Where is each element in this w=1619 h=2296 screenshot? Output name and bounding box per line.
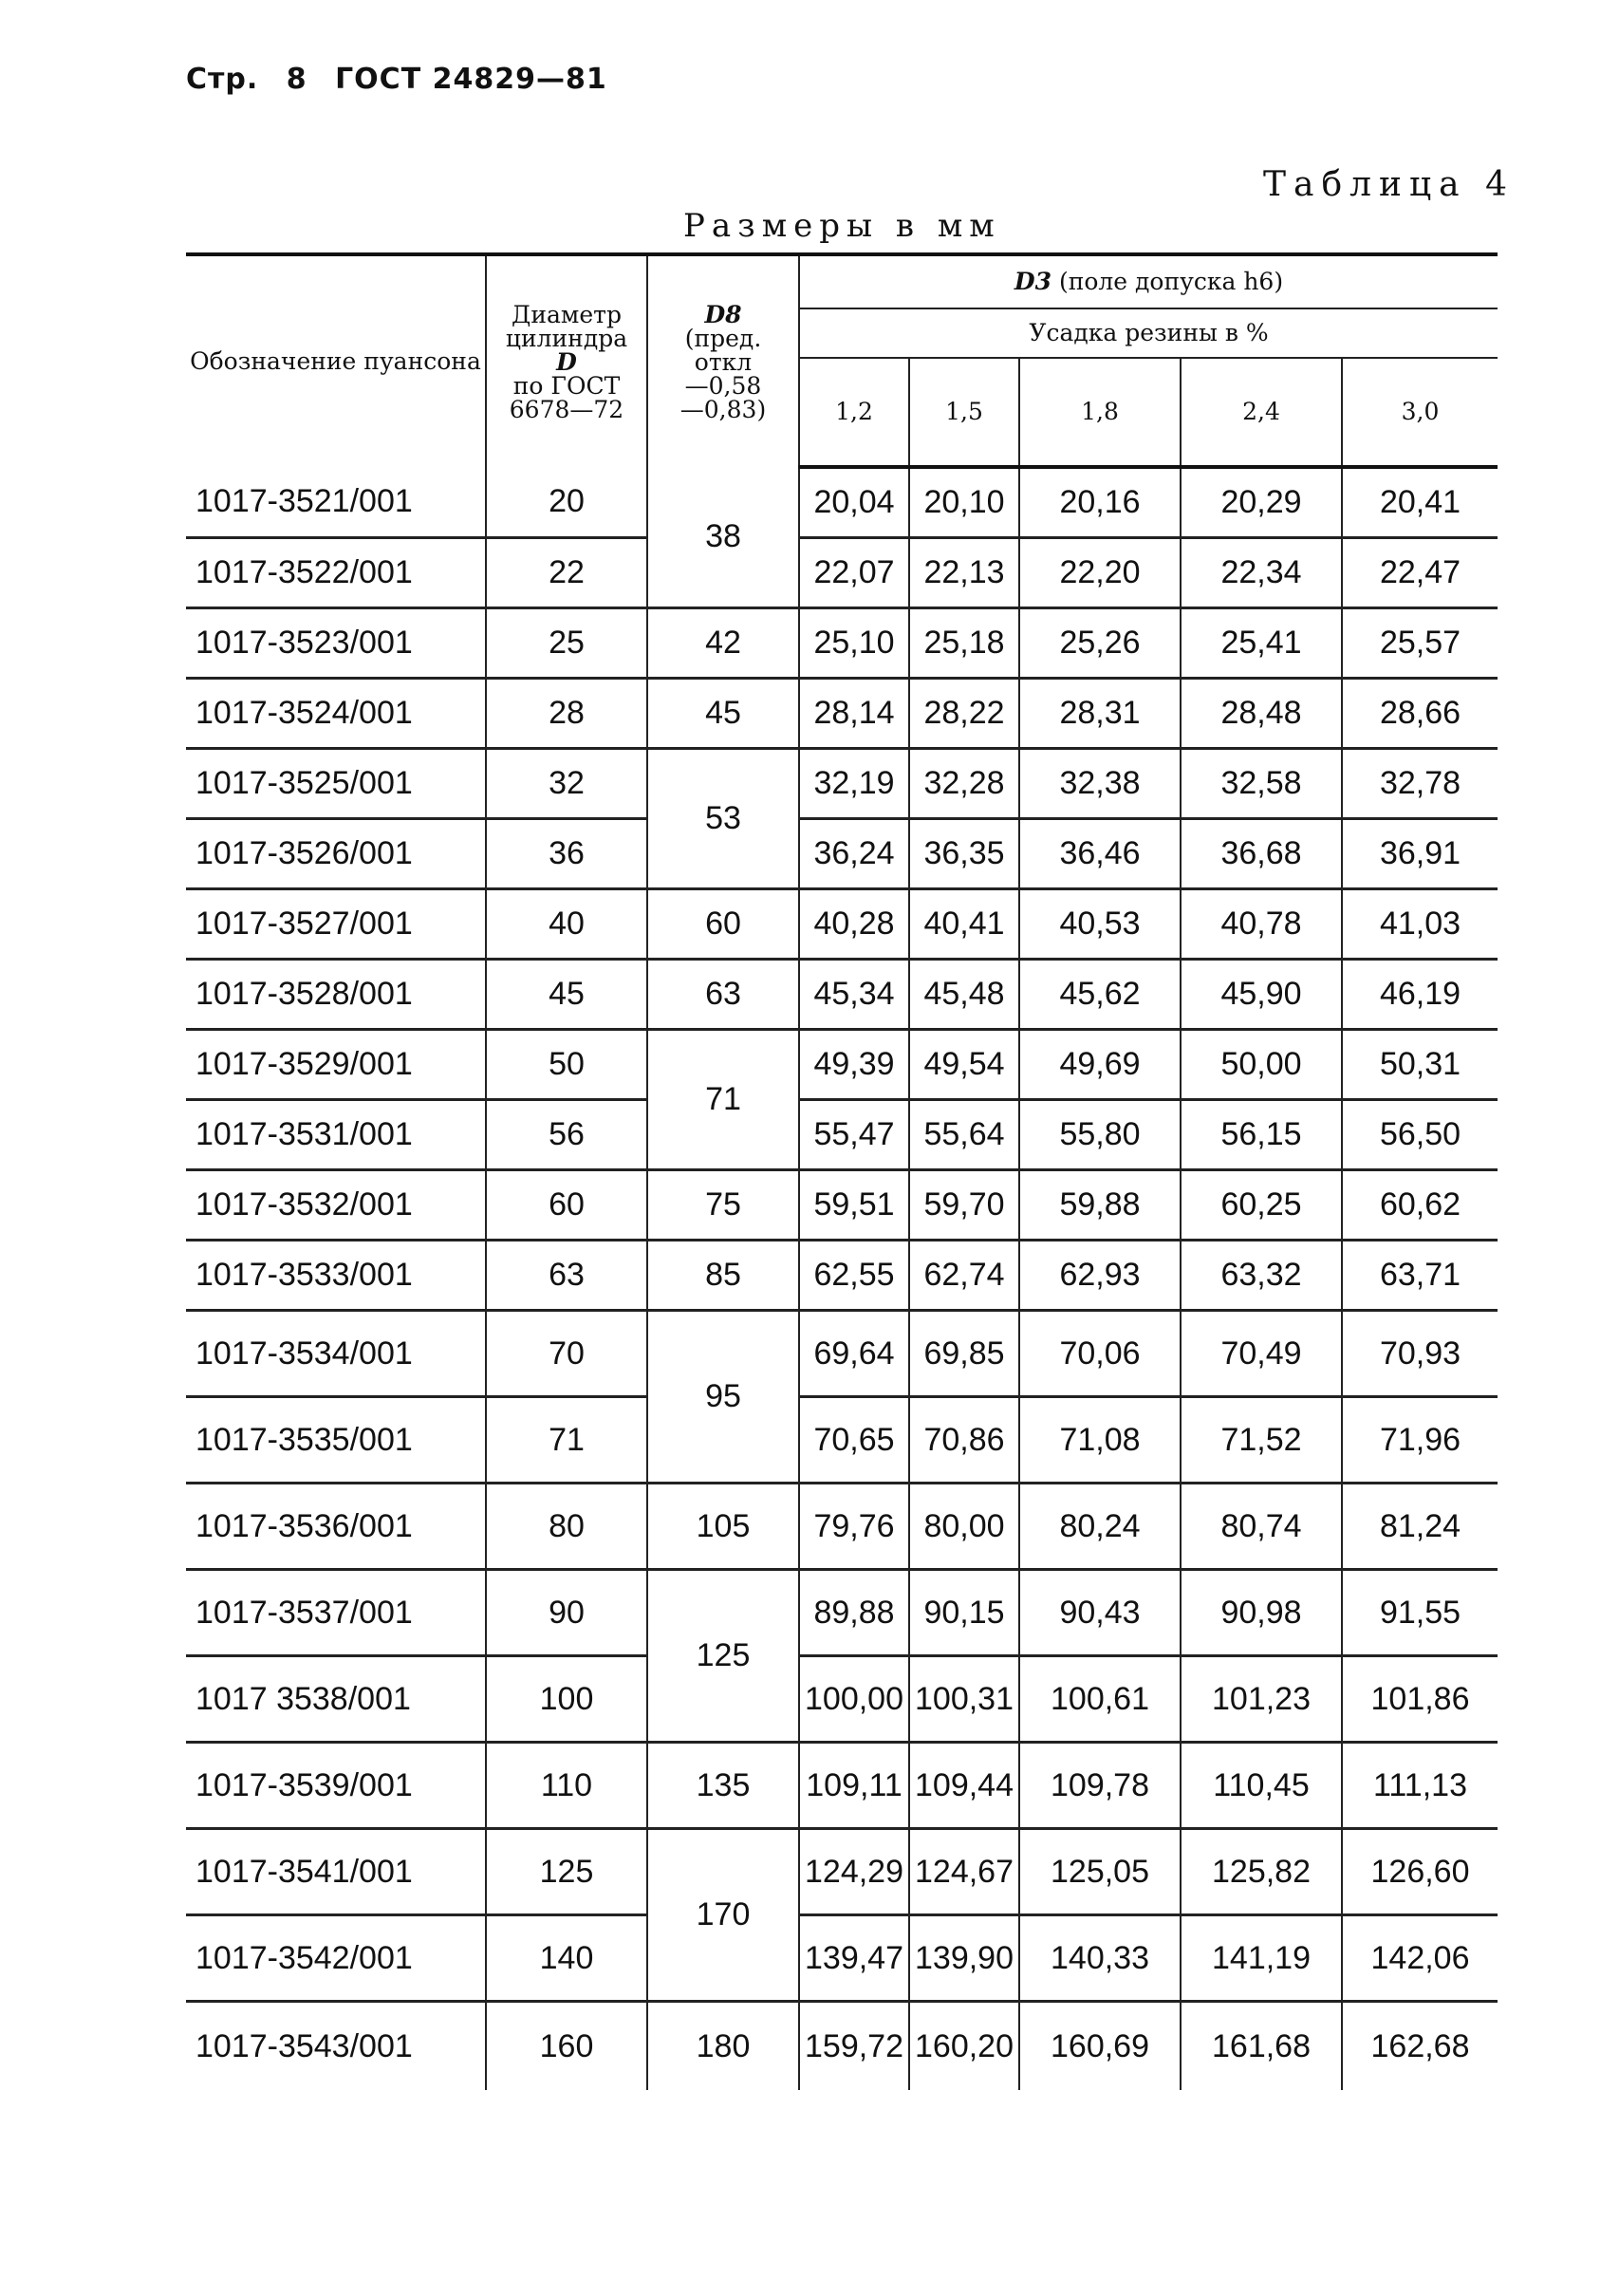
- d8-value: 170: [647, 1829, 799, 2002]
- d8-value: 42: [647, 608, 799, 679]
- cylinder-diameter: 28: [486, 679, 647, 749]
- page-label: Стр.: [186, 63, 259, 96]
- d3-value: 28,22: [909, 679, 1019, 749]
- d3-value: 160,20: [909, 2002, 1019, 2091]
- cylinder-diameter: 20: [486, 467, 647, 538]
- d3-value: 140,33: [1019, 1915, 1181, 2002]
- table-row: [186, 1100, 1498, 1170]
- cylinder-diameter: 60: [486, 1170, 647, 1241]
- d3-value: 71,08: [1019, 1397, 1181, 1484]
- table-row: [186, 889, 1498, 960]
- table-row: [186, 1030, 1498, 1100]
- d3-value: 142,06: [1342, 1915, 1498, 2002]
- punch-designation: 1017 3538/001: [186, 1656, 486, 1743]
- cylinder-diameter: 140: [486, 1915, 647, 2002]
- d3-value: 45,34: [799, 960, 909, 1030]
- punch-designation: 1017-3522/001: [186, 538, 486, 608]
- d3-value: 162,68: [1370, 2027, 1470, 2064]
- d8-value: 95: [647, 1311, 799, 1484]
- table-row: [186, 1570, 1498, 1656]
- cylinder-diameter: 22: [486, 538, 647, 608]
- d3-value: 62,93: [1019, 1241, 1181, 1311]
- table-body: [186, 467, 1498, 2090]
- table-row: [186, 960, 1498, 1030]
- d3-value: 161,68: [1181, 2002, 1342, 2091]
- d3-value: 79,76: [799, 1484, 909, 1570]
- punch-designation: 1017-3528/001: [186, 960, 486, 1030]
- table-row: [186, 608, 1498, 679]
- d3-value: 41,03: [1342, 889, 1498, 960]
- d3-value: 70,06: [1019, 1311, 1181, 1397]
- d3-value: 126,60: [1342, 1829, 1498, 1915]
- cylinder-diameter: 70: [486, 1311, 647, 1397]
- table-title: Таблица 4: [1263, 165, 1515, 204]
- d3-value: 32,38: [1019, 749, 1181, 819]
- d3-value: 49,39: [799, 1030, 909, 1100]
- d3-value: 50,00: [1181, 1030, 1342, 1100]
- d3-value: 46,19: [1342, 960, 1498, 1030]
- d3-value: 20,16: [1019, 467, 1181, 538]
- punch-designation: 1017-3527/001: [186, 889, 486, 960]
- d3-value: 22,20: [1019, 538, 1181, 608]
- punch-designation: 1017-3539/001: [186, 1743, 486, 1829]
- d3-value: 32,58: [1181, 749, 1342, 819]
- col-header-diameter: Диаметр цилиндра D по ГОСТ 6678—72: [486, 254, 647, 467]
- d3-value: 110,45: [1181, 1743, 1342, 1829]
- d3-value: 100,00: [799, 1656, 909, 1743]
- d8-value: 45: [647, 679, 799, 749]
- d3-value: 40,41: [909, 889, 1019, 960]
- d8-value: 75: [647, 1170, 799, 1241]
- punch-designation: 1017-3525/001: [186, 749, 486, 819]
- table-row: [186, 1915, 1498, 2002]
- d3-value: 20,04: [799, 467, 909, 538]
- units-caption: Размеры в мм: [683, 207, 1001, 245]
- d3-value: 28,14: [799, 679, 909, 749]
- table-row: [186, 679, 1498, 749]
- table-row: [186, 2002, 1498, 2091]
- d8-value: 71: [647, 1030, 799, 1170]
- punch-designation: 1017-3531/001: [186, 1100, 486, 1170]
- shrink-value: 1,2: [799, 358, 909, 467]
- d3-value: 109,11: [799, 1743, 909, 1829]
- d3-value: 139,90: [909, 1915, 1019, 2002]
- d3-value: 36,68: [1181, 819, 1342, 889]
- d3-value: 28,31: [1019, 679, 1181, 749]
- cylinder-diameter: 40: [486, 889, 647, 960]
- d3-value: 25,57: [1342, 608, 1498, 679]
- d3-value: 63,32: [1181, 1241, 1342, 1311]
- punch-designation: 1017-3529/001: [186, 1030, 486, 1100]
- table-row: [186, 1397, 1498, 1484]
- standard-number: ГОСТ 24829—81: [335, 63, 607, 96]
- cylinder-diameter: 25: [486, 608, 647, 679]
- d3-value: 36,24: [799, 819, 909, 889]
- d3-value: 62,74: [909, 1241, 1019, 1311]
- col-header-shrink: Усадка резины в %: [799, 308, 1498, 358]
- col-header-d8: D8 (пред. откл —0,58 —0,83): [647, 254, 799, 467]
- d3-value: 101,86: [1342, 1656, 1498, 1743]
- d3-value: 159,72: [799, 2002, 909, 2091]
- table-row: [186, 1484, 1498, 1570]
- cylinder-diameter: 45: [486, 960, 647, 1030]
- d3-value: 60,25: [1181, 1170, 1342, 1241]
- table-row: [186, 1311, 1498, 1397]
- d3-value: 55,80: [1019, 1100, 1181, 1170]
- d3-value: 45,90: [1181, 960, 1342, 1030]
- d3-value: 59,51: [799, 1170, 909, 1241]
- cylinder-diameter: 160: [486, 2002, 647, 2091]
- d3-value: 139,47: [799, 1915, 909, 2002]
- cylinder-diameter: 90: [486, 1570, 647, 1656]
- d3-value: 124,29: [799, 1829, 909, 1915]
- d3-value: 56,15: [1181, 1100, 1342, 1170]
- d3-value: 70,49: [1181, 1311, 1342, 1397]
- d3-value: 70,93: [1342, 1311, 1498, 1397]
- d3-value: 20,41: [1342, 467, 1498, 538]
- d3-value: 49,69: [1019, 1030, 1181, 1100]
- punch-designation: 1017-3523/001: [186, 608, 486, 679]
- cylinder-diameter: 36: [486, 819, 647, 889]
- punch-designation: 1017-3541/001: [186, 1829, 486, 1915]
- d3-value: 25,10: [799, 608, 909, 679]
- d3-value: 22,07: [799, 538, 909, 608]
- d3-value: 101,23: [1181, 1656, 1342, 1743]
- d3-value: 69,85: [909, 1311, 1019, 1397]
- d3-value: 55,64: [909, 1100, 1019, 1170]
- table-row: [186, 1829, 1498, 1915]
- d3-value: 32,28: [909, 749, 1019, 819]
- cylinder-diameter: 71: [486, 1397, 647, 1484]
- d3-value: 69,64: [799, 1311, 909, 1397]
- d3-value: 80,00: [909, 1484, 1019, 1570]
- d3-value: 62,55: [799, 1241, 909, 1311]
- d3-value: 124,67: [909, 1829, 1019, 1915]
- d3-value: 90,15: [909, 1570, 1019, 1656]
- col-header-d3: D3 (поле допуска h6): [799, 254, 1498, 308]
- d3-value: 90,98: [1181, 1570, 1342, 1656]
- table-row: [186, 1656, 1498, 1743]
- d8-value: 38: [647, 467, 799, 608]
- d3-value: 40,53: [1019, 889, 1181, 960]
- page-header: [186, 63, 624, 96]
- d3-value: 28,66: [1342, 679, 1498, 749]
- d3-value: 28,48: [1181, 679, 1342, 749]
- d3-value: 55,47: [799, 1100, 909, 1170]
- d3-value: 25,26: [1019, 608, 1181, 679]
- punch-designation: 1017-3535/001: [186, 1397, 486, 1484]
- cylinder-diameter: 56: [486, 1100, 647, 1170]
- punch-designation: 1017-3537/001: [186, 1570, 486, 1656]
- d8-value: 53: [647, 749, 799, 889]
- d3-value: 141,19: [1181, 1915, 1342, 2002]
- d8-value: 63: [647, 960, 799, 1030]
- d3-value: 45,62: [1019, 960, 1181, 1030]
- table-row: [186, 1743, 1498, 1829]
- d3-value: 20,10: [909, 467, 1019, 538]
- cylinder-diameter: 80: [486, 1484, 647, 1570]
- table-row: [186, 749, 1498, 819]
- punch-designation: 1017-3524/001: [186, 679, 486, 749]
- d3-value: 59,70: [909, 1170, 1019, 1241]
- punch-designation: 1017-3526/001: [186, 819, 486, 889]
- d8-value: 125: [647, 1570, 799, 1743]
- d3-value: 100,61: [1019, 1656, 1181, 1743]
- cylinder-diameter: 110: [486, 1743, 647, 1829]
- cylinder-diameter: 50: [486, 1030, 647, 1100]
- punch-designation: 1017-3536/001: [186, 1484, 486, 1570]
- d3-value: 109,78: [1019, 1743, 1181, 1829]
- d8-value: 60: [647, 889, 799, 960]
- d3-value: 111,13: [1342, 1743, 1498, 1829]
- shrink-value: 1,5: [909, 358, 1019, 467]
- d3-value: 32,19: [799, 749, 909, 819]
- d3-value: 22,34: [1181, 538, 1342, 608]
- d3-value: 91,55: [1342, 1570, 1498, 1656]
- d3-value: 109,44: [909, 1743, 1019, 1829]
- d3-value: 63,71: [1342, 1241, 1498, 1311]
- table-row: [186, 1241, 1498, 1311]
- d3-value: 81,24: [1342, 1484, 1498, 1570]
- punch-designation: 1017-3533/001: [186, 1241, 486, 1311]
- d3-value: 50,31: [1342, 1030, 1498, 1100]
- d3-value: 20,29: [1181, 467, 1342, 538]
- d3-value: 71,52: [1181, 1397, 1342, 1484]
- d3-value: 70,65: [799, 1397, 909, 1484]
- d3-value: 125,82: [1181, 1829, 1342, 1915]
- cylinder-diameter: 125: [486, 1829, 647, 1915]
- punch-designation: 1017-3543/001: [186, 2002, 486, 2091]
- d3-value: 80,24: [1019, 1484, 1181, 1570]
- punch-designation: 1017-3534/001: [186, 1311, 486, 1397]
- d3-value: 36,35: [909, 819, 1019, 889]
- table-row: [186, 819, 1498, 889]
- d3-value: 25,18: [909, 608, 1019, 679]
- d3-value: 125,05: [1019, 1829, 1181, 1915]
- table-row: [186, 467, 1498, 538]
- table-row: [186, 538, 1498, 608]
- d3-value: 45,48: [909, 960, 1019, 1030]
- dimensions-table: [186, 252, 1498, 2090]
- shrink-value: 1,8: [1019, 358, 1181, 467]
- d3-value: 100,31: [909, 1656, 1019, 1743]
- punch-designation: 1017-3521/001: [186, 467, 486, 538]
- d3-value: 36,46: [1019, 819, 1181, 889]
- cylinder-diameter: 100: [486, 1656, 647, 1743]
- d3-value: 32,78: [1342, 749, 1498, 819]
- d8-value: 135: [647, 1743, 799, 1829]
- col-header-designation: Обозначение пуансона: [186, 254, 486, 467]
- d3-value: 89,88: [799, 1570, 909, 1656]
- d3-value: 49,54: [909, 1030, 1019, 1100]
- table-row: [186, 1170, 1498, 1241]
- d8-value: 85: [647, 1241, 799, 1311]
- d3-value: 36,91: [1342, 819, 1498, 889]
- d3-value: 160,69: [1019, 2002, 1181, 2091]
- d3-value: 40,28: [799, 889, 909, 960]
- cylinder-diameter: 32: [486, 749, 647, 819]
- d3-value: 22,13: [909, 538, 1019, 608]
- shrink-value: 2,4: [1181, 358, 1342, 467]
- d3-value: 56,50: [1342, 1100, 1498, 1170]
- d3-value: 90,43: [1019, 1570, 1181, 1656]
- d3-value: 71,96: [1342, 1397, 1498, 1484]
- punch-designation: 1017-3532/001: [186, 1170, 486, 1241]
- d8-value: 180: [647, 2002, 799, 2091]
- d3-value: 40,78: [1181, 889, 1342, 960]
- d3-value: 25,41: [1181, 608, 1342, 679]
- page-number: 8: [286, 63, 307, 96]
- d3-value: 59,88: [1019, 1170, 1181, 1241]
- d3-value: 22,47: [1342, 538, 1498, 608]
- d8-value: 105: [647, 1484, 799, 1570]
- d3-value: 80,74: [1181, 1484, 1342, 1570]
- d3-value: 60,62: [1342, 1170, 1498, 1241]
- shrink-value: 3,0: [1342, 358, 1498, 467]
- cylinder-diameter: 63: [486, 1241, 647, 1311]
- punch-designation: 1017-3542/001: [186, 1915, 486, 2002]
- d3-value: 70,86: [909, 1397, 1019, 1484]
